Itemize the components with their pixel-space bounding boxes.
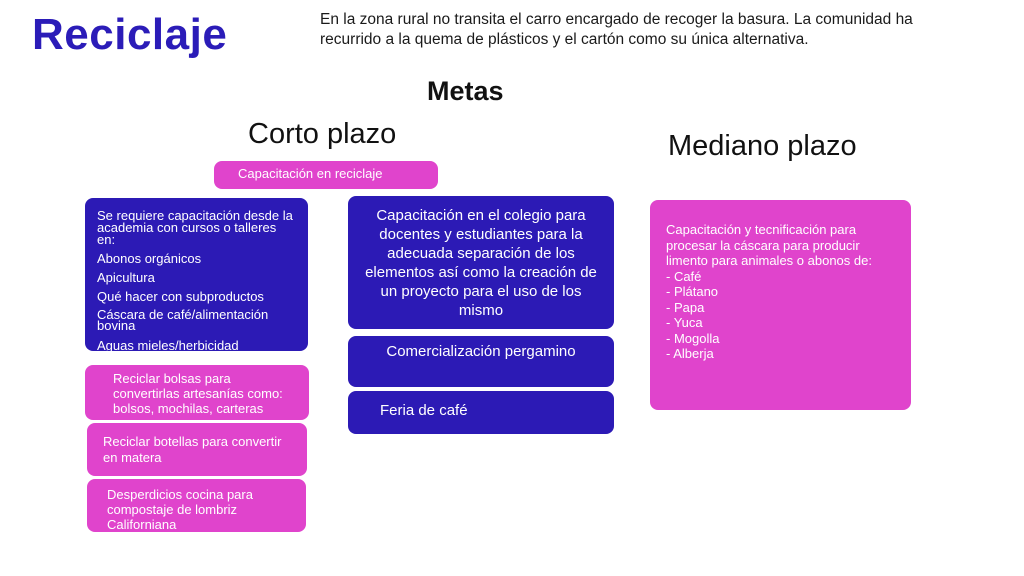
training-pill: Capacitación en reciclaje — [214, 161, 438, 189]
goals-heading: Metas — [427, 76, 504, 106]
recycle-bags-box: Reciclar bolsas para convertirlas artesanías como: bolsos, mochilas, carteras — [85, 365, 309, 420]
recycle-bottles-box: Reciclar botellas para convertir en matera — [87, 423, 307, 476]
intro-text: En la zona rural no transita el carro encargado de recoger la basura. La comunidad ha recurrido a la quema de plásticos y el cartón como su única alternativa. — [320, 11, 913, 48]
training-item: Abonos orgánicos — [97, 251, 202, 266]
academy-training-box — [85, 198, 308, 351]
mid-term-item: - Papa — [666, 299, 705, 315]
training-item: Cáscara de café/alimentación bovina — [97, 307, 269, 333]
mid-term-item: - Plátano — [666, 284, 719, 299]
training-item: Aguas mieles/herbicidad — [97, 338, 239, 353]
mid-term-item: - Café — [666, 268, 702, 284]
compost-box: Desperdicios cocina para compostaje de lombriz Californiana — [87, 479, 306, 532]
mid-term-item: - Yuca — [666, 315, 703, 330]
academy-training-lead: Se requiere capacitación desde la academia con cursos o talleres en: — [97, 208, 293, 247]
mid-term-item: - Alberja — [666, 346, 714, 361]
mid-term-heading: Mediano plazo — [668, 130, 857, 162]
training-item: Qué hacer con subproductos — [97, 289, 264, 304]
mid-term-item: - Mogolla — [666, 330, 720, 346]
commercialization-box: Comercialización pergamino — [348, 336, 614, 387]
coffee-fair-box: Feria de café — [348, 391, 614, 434]
school-training-box: Capacitación en el colegio para docentes y estudiantes para la adecuada separación de los elementos así como la creación de un proyecto para el uso de los mismo — [348, 196, 614, 329]
page-title: Reciclaje — [32, 10, 228, 59]
short-term-heading: Corto plazo — [248, 118, 397, 150]
mid-term-lead: Capacitación y tecnificación para procesar la cáscara para producir limento para animales o abonos de: — [666, 222, 872, 268]
training-item: Apicultura — [97, 270, 155, 285]
mid-term-box — [650, 200, 911, 410]
